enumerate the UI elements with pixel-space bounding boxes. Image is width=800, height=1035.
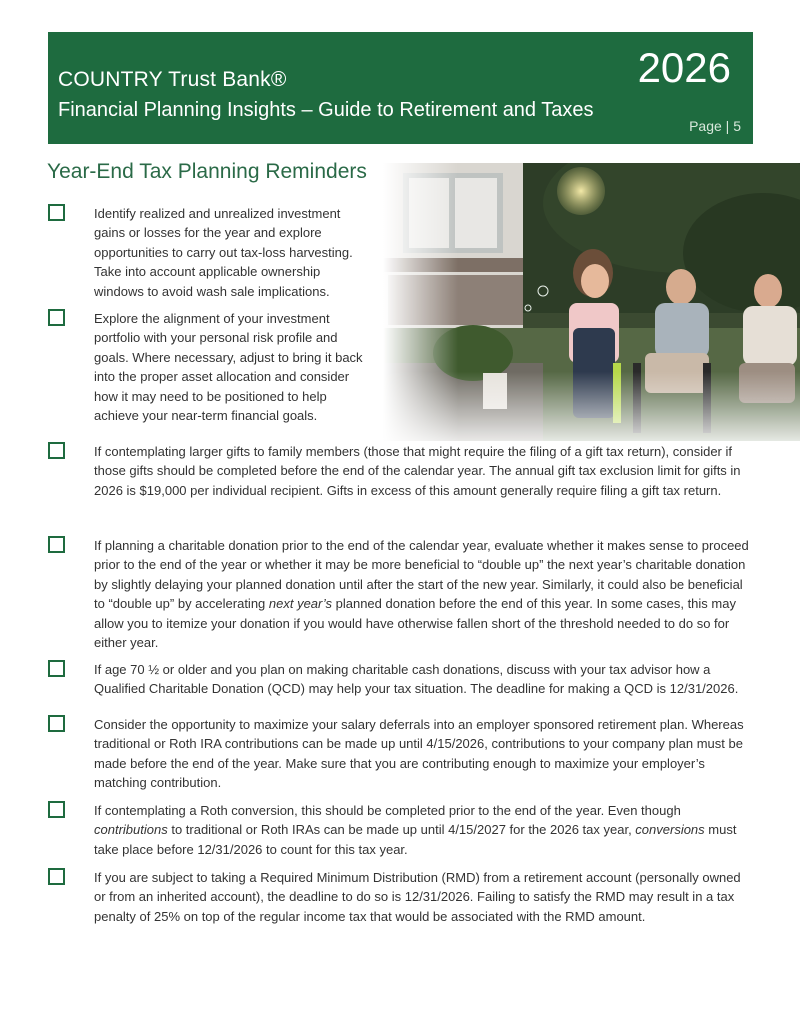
checkbox-icon[interactable] <box>48 801 65 818</box>
checkbox-icon[interactable] <box>48 442 65 459</box>
item-text: If contemplating a Roth conversion, this should be completed prior to the end of the year. Even though contributions to traditional or Roth IRAs can be made up until 4/15/2027 for the 2026 tax year, conversions must take place before 12/31/2026 to count for this tax year. <box>94 803 737 857</box>
item-text: If contemplating larger gifts to family members (those that might require the filing of a gift tax return), consider if those gifts should be completed before the end of the calendar year. The annual gift tax exclusion limit for gifts in 2026 is $19,000 per individual recipient. Gifts in excess of this amount generally require filing a gift tax return. <box>94 444 741 498</box>
item-text: Identify realized and unrealized investment gains or losses for the year and explore opportunities to carry out tax-loss harvesting. Take into account applicable ownership windows to avoid wash sale implications. <box>94 206 353 299</box>
checkbox-icon[interactable] <box>48 868 65 885</box>
item-text: Consider the opportunity to maximize your salary deferrals into an employer sponsored retirement plan. Whereas traditional or Roth IRA contributions can be made up until 4/15/2026, contributions to your company plan must be made before the end of the year. Make sure that you are contributing enough to maximize your employer’s matching contribution. <box>94 717 744 791</box>
bank-name: COUNTRY Trust Bank® <box>58 68 287 91</box>
document-subtitle: Financial Planning Insights – Guide to Retirement and Taxes <box>58 99 594 121</box>
item-text: If age 70 ½ or older and you plan on making charitable cash donations, discuss with your tax advisor how a Qualified Charitable Donation (QCD) may help your tax situation. The deadline for making a QCD is 12/31/2026. <box>94 662 739 697</box>
page-number: Page | 5 <box>689 118 741 134</box>
checkbox-icon[interactable] <box>48 204 65 221</box>
item-text: If planning a charitable donation prior to the end of the calendar year, evaluate whether it makes sense to proceed prior to the end of the year or whether it may be more beneficial to “double up” the next year’s charitable donation by slightly delaying your planned donation until after the start of the new year. Similarly, it could also be beneficial to “double up” by accelerating next year’s planned donation before the end of this year. In some cases, this may allow you to itemize your donation if you would have otherwise fallen short of the threshold needed to do so for either year. <box>94 538 749 651</box>
year-label: 2026 <box>637 44 731 91</box>
section-title: Year-End Tax Planning Reminders <box>47 160 367 183</box>
checkbox-icon[interactable] <box>48 536 65 553</box>
item-text: Explore the alignment of your investment portfolio with your personal risk profile and goals. Where necessary, adjust to bring it back into the proper asset allocation and consider how it may need to be positioned to help achieve your near-term financial goals. <box>94 311 363 424</box>
family-photo <box>383 163 800 441</box>
checkbox-icon[interactable] <box>48 660 65 677</box>
item-text: If you are subject to taking a Required Minimum Distribution (RMD) from a retirement account (personally owned or from an inherited account), the deadline to do so is 12/31/2026. Failing to satisfy the RMD may result in a tax penalty of 25% on top of the regular income tax that would be associated with the RMD amount. <box>94 870 741 924</box>
checkbox-icon[interactable] <box>48 715 65 732</box>
checkbox-icon[interactable] <box>48 309 65 326</box>
header-banner <box>48 32 753 144</box>
